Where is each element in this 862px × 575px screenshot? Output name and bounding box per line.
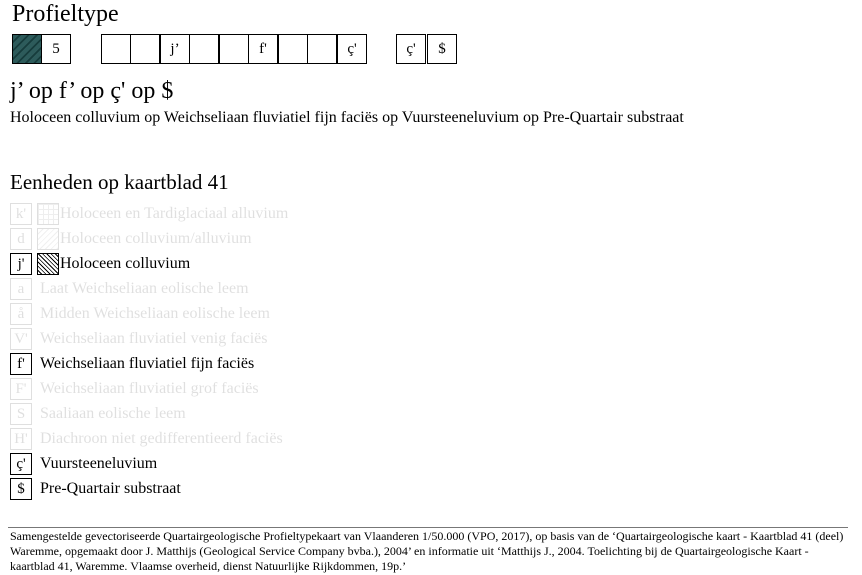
footer-citation: Samengestelde gevectoriseerde Quartairgeologische Profieltypekaart van Vlaanderen 1/50.000 (VPO, 2017), op basis van de ‘Quartairgeologische kaart - Kaartblad 41 (deel) Waremme, opgemaakt door J. Matthijs (Geological Service Company bvba.), 2004’ en informatie uit ‘Matthijs J., 2004. Toelichting bij de Quartairgeologische Kaart - kaartblad 41, Waremme. Vlaamse overheid, dienst Natuurlijke Rijkdommen, 19p.’ — [10, 529, 844, 573]
legend-label: Pre-Quartair substraat — [40, 480, 181, 497]
profile-color-swatch — [12, 34, 42, 64]
profile-cell — [189, 34, 219, 64]
profile-cell — [307, 34, 337, 64]
legend-code: V' — [10, 328, 32, 350]
profile-cell — [101, 34, 131, 64]
legend-label: Saaliaan eolische leem — [40, 405, 186, 422]
profile-cell: ç' — [337, 34, 367, 64]
legend-label: Weichseliaan fluviatiel fijn faciës — [40, 355, 255, 372]
profile-cell: ç' — [396, 34, 426, 64]
legend-label: Weichseliaan fluviatiel venig faciës — [40, 330, 268, 347]
page-title: Profieltype — [12, 1, 119, 27]
profile-cell: f' — [248, 34, 278, 64]
legend-title: Eenheden op kaartblad 41 — [10, 170, 229, 194]
profile-description: Holoceen colluvium op Weichseliaan fluviatiel fijn faciës op Vuursteeneluvium op Pre-Quartair substraat — [10, 109, 684, 126]
legend-label: Diachroon niet gedifferentieerd faciës — [40, 430, 283, 447]
legend-code: a — [10, 278, 32, 300]
profile-cell — [130, 34, 160, 64]
grid-pattern-icon — [37, 203, 59, 225]
legend-label: Holoceen colluvium — [60, 255, 191, 272]
legend-label: Midden Weichseliaan eolische leem — [40, 305, 270, 322]
footer-divider — [8, 527, 848, 528]
legend-code: H' — [10, 428, 32, 450]
diagonal-pattern-icon — [37, 253, 59, 275]
legend-label: Vuursteeneluvium — [40, 455, 158, 472]
diagonal-pattern-icon — [37, 228, 59, 250]
legend-code: d — [10, 228, 32, 250]
profile-cell: j’ — [160, 34, 190, 64]
legend-code: $ — [10, 478, 32, 500]
legend-code: j' — [10, 253, 32, 275]
legend-code: k' — [10, 203, 32, 225]
legend-code: F' — [10, 378, 32, 400]
profile-cell — [278, 34, 308, 64]
legend-code: f' — [10, 353, 32, 375]
legend-label: Laat Weichseliaan eolische leem — [40, 280, 249, 297]
legend-code: ç' — [10, 453, 32, 475]
profile-cell — [219, 34, 249, 64]
legend-label: Holoceen colluvium/alluvium — [60, 230, 252, 247]
legend-label: Holoceen en Tardiglaciaal alluvium — [60, 205, 289, 222]
profile-cell: 5 — [41, 34, 71, 64]
profile-formula: j’ op f’ op ç' op $ — [10, 78, 174, 104]
legend-label: Weichseliaan fluviatiel grof faciës — [40, 380, 259, 397]
legend-code: å — [10, 303, 32, 325]
profile-cell: $ — [427, 34, 457, 64]
legend-code: S — [10, 403, 32, 425]
